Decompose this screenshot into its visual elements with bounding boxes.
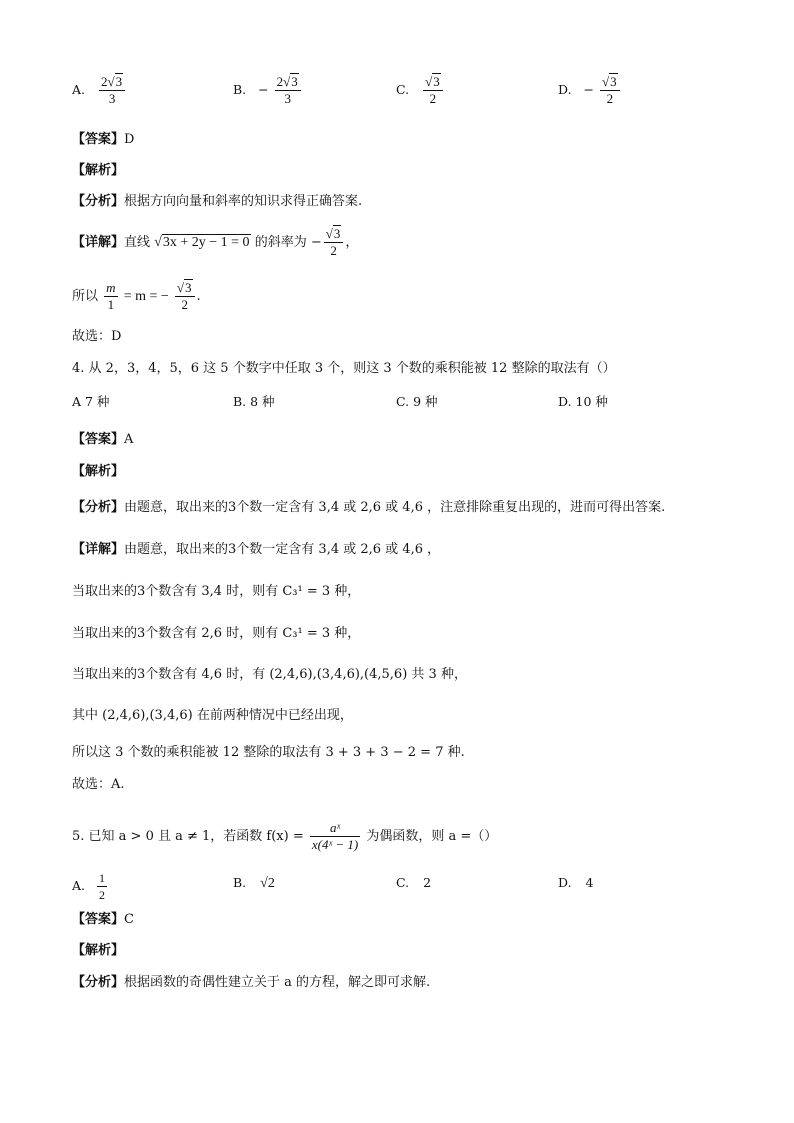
denominator: x(4ˣ − 1)	[311, 837, 359, 852]
answer-value: D	[124, 132, 135, 147]
math-text: = m = −	[123, 289, 169, 304]
xiangjie-text: 由题意，取出来的3个数一定含有 3,4 或 2,6 或 4,6 ，	[124, 542, 441, 557]
option-label: D.	[558, 82, 572, 97]
radicand: 3	[333, 226, 341, 241]
fraction	[97, 870, 107, 903]
analysis-tag: 【解析】	[72, 943, 125, 958]
text: 直线	[124, 235, 151, 250]
q5-fenxi	[72, 974, 430, 992]
analysis-tag: 【解析】	[72, 163, 125, 178]
option-label: B.	[233, 875, 247, 890]
option-value: √2	[260, 876, 275, 891]
denominator: 3	[108, 91, 116, 106]
q3-xiangjie: 【详解】直线 √3x + 2y − 1 = 0 的斜率为 − $\frac{√3}{2}$ ，	[72, 226, 359, 258]
q3-answer	[72, 131, 134, 149]
q4-line2: 当取出来的3个数含有 2,6 时，则有 C₃¹ = 3 种，	[72, 626, 361, 641]
radicand: 3	[115, 74, 123, 89]
denominator: 3	[284, 91, 291, 106]
radicand: 3	[291, 74, 298, 89]
sign: −	[258, 82, 269, 97]
q4-option-c: C. 9 种	[396, 394, 438, 409]
text: 所以	[72, 289, 99, 304]
q4-line3: 当取出来的3个数含有 4,6 时，有 (2,4,6),(3,4,6),(4,5,6) 共 3 种，	[72, 667, 467, 682]
fenxi-tag: 【分析】	[72, 975, 125, 990]
numerator: 1	[99, 871, 105, 885]
text: 的斜率为	[254, 235, 307, 250]
q4-line5: 所以这 3 个数的乘积能被 12 整除的取法有 3 + 3 + 3 − 2 = 7 种.	[72, 745, 465, 760]
q4-option-a: A 7 种	[72, 394, 110, 409]
q4-xiangjie	[72, 541, 440, 559]
q4-stem: 4. 从 2，3，4，5，6 这 5 个数字中任取 3 个，则这 3 个数的乘积能被 12 整除的取法有（）	[72, 361, 616, 376]
q4-answer	[72, 431, 133, 449]
option-label: C.	[396, 875, 410, 890]
q5-stem	[72, 820, 497, 853]
option-value: 4	[585, 875, 594, 890]
q3-option-c	[396, 74, 445, 107]
text: ，	[345, 235, 359, 250]
answer-value: C	[124, 912, 134, 927]
numerator: m	[106, 280, 116, 295]
fenxi-text: 根据函数的奇偶性建立关于 a 的方程，解之即可求解.	[124, 975, 431, 990]
xiangjie-tag: 【详解】	[72, 235, 125, 250]
q4-guxuan: 故选：A.	[72, 777, 125, 792]
q5-option-a	[72, 870, 109, 903]
m-fraction	[104, 280, 117, 313]
option-label: A.	[72, 82, 86, 97]
sign: −	[583, 82, 595, 97]
q4-option-d: D. 10 种	[558, 394, 608, 409]
answer-tag: 【答案】	[72, 432, 125, 447]
q3-option-b	[233, 74, 303, 107]
radicand: 3	[185, 280, 192, 295]
q4-analysis-tag	[72, 463, 124, 481]
q4-line1: 当取出来的3个数含有 3,4 时，则有 C₃¹ = 3 种，	[72, 584, 361, 599]
denominator: 2	[606, 91, 614, 106]
analysis-tag: 【解析】	[72, 464, 125, 479]
q3-fenxi	[72, 193, 362, 211]
numerator: aˣ	[310, 820, 360, 837]
denominator: 2	[181, 297, 188, 312]
denominator: 1	[107, 297, 115, 312]
q5-option-d	[558, 875, 594, 890]
q5-option-b	[233, 875, 275, 892]
fenxi-text: 由题意，取出来的3个数一定含有 3,4 或 2,6 或 4,6 ，注意排除重复出现的，进而可得出答案.	[124, 500, 666, 515]
q4-fenxi	[72, 499, 665, 517]
slope-fraction: $\frac{√3}{2}$	[324, 226, 344, 259]
q3-suoyi	[72, 280, 201, 313]
q4-line4: 其中 (2,4,6),(3,4,6) 在前两种情况中已经出现，	[72, 708, 353, 723]
answer-value: A	[124, 432, 134, 447]
stem-text: 5. 已知 a > 0 且 a ≠ 1，若函数 f(x) =	[72, 829, 304, 844]
radicand: 3	[610, 74, 617, 89]
q3-guxuan: 故选：D	[72, 329, 122, 344]
sqrt-fraction: $\frac{√3}{2}$	[175, 280, 195, 313]
q3-option-d	[558, 74, 622, 107]
text: .	[196, 289, 201, 304]
option-label: C.	[396, 82, 410, 97]
function-fraction	[310, 820, 360, 853]
option-label: A.	[72, 878, 86, 893]
line-equation: 3x + 2y − 1 = 0	[162, 235, 250, 250]
fraction: $\frac{2√3}{3}$	[99, 74, 125, 107]
option-label: B.	[233, 82, 247, 97]
fenxi-tag: 【分析】	[72, 194, 125, 209]
option-value: 2	[423, 875, 432, 890]
fraction: $\frac{√3}{2}$	[600, 74, 620, 107]
denominator: 2	[99, 888, 105, 902]
q3-analysis-tag	[72, 162, 124, 180]
q5-option-c	[396, 875, 431, 890]
denominator: 2	[330, 243, 337, 258]
coef: 2	[276, 74, 284, 89]
q5-answer	[72, 911, 134, 929]
q5-analysis-tag	[72, 942, 124, 960]
fraction: $\frac{2√3}{3}$	[275, 74, 301, 107]
q3-option-a	[72, 74, 127, 107]
option-label: D.	[558, 875, 572, 890]
radicand: 3	[433, 74, 440, 89]
answer-tag: 【答案】	[72, 912, 125, 927]
fenxi-tag: 【分析】	[72, 500, 125, 515]
fenxi-text: 根据方向向量和斜率的知识求得正确答案.	[124, 194, 363, 209]
answer-tag: 【答案】	[72, 132, 125, 147]
fraction: $\frac{√3}{2}$	[423, 74, 443, 107]
xiangjie-tag: 【详解】	[72, 542, 125, 557]
coef: 2	[101, 74, 108, 89]
q4-option-b: B. 8 种	[233, 394, 275, 409]
denominator: 2	[429, 91, 437, 106]
stem-text: 为偶函数，则 a =（）	[366, 829, 498, 844]
